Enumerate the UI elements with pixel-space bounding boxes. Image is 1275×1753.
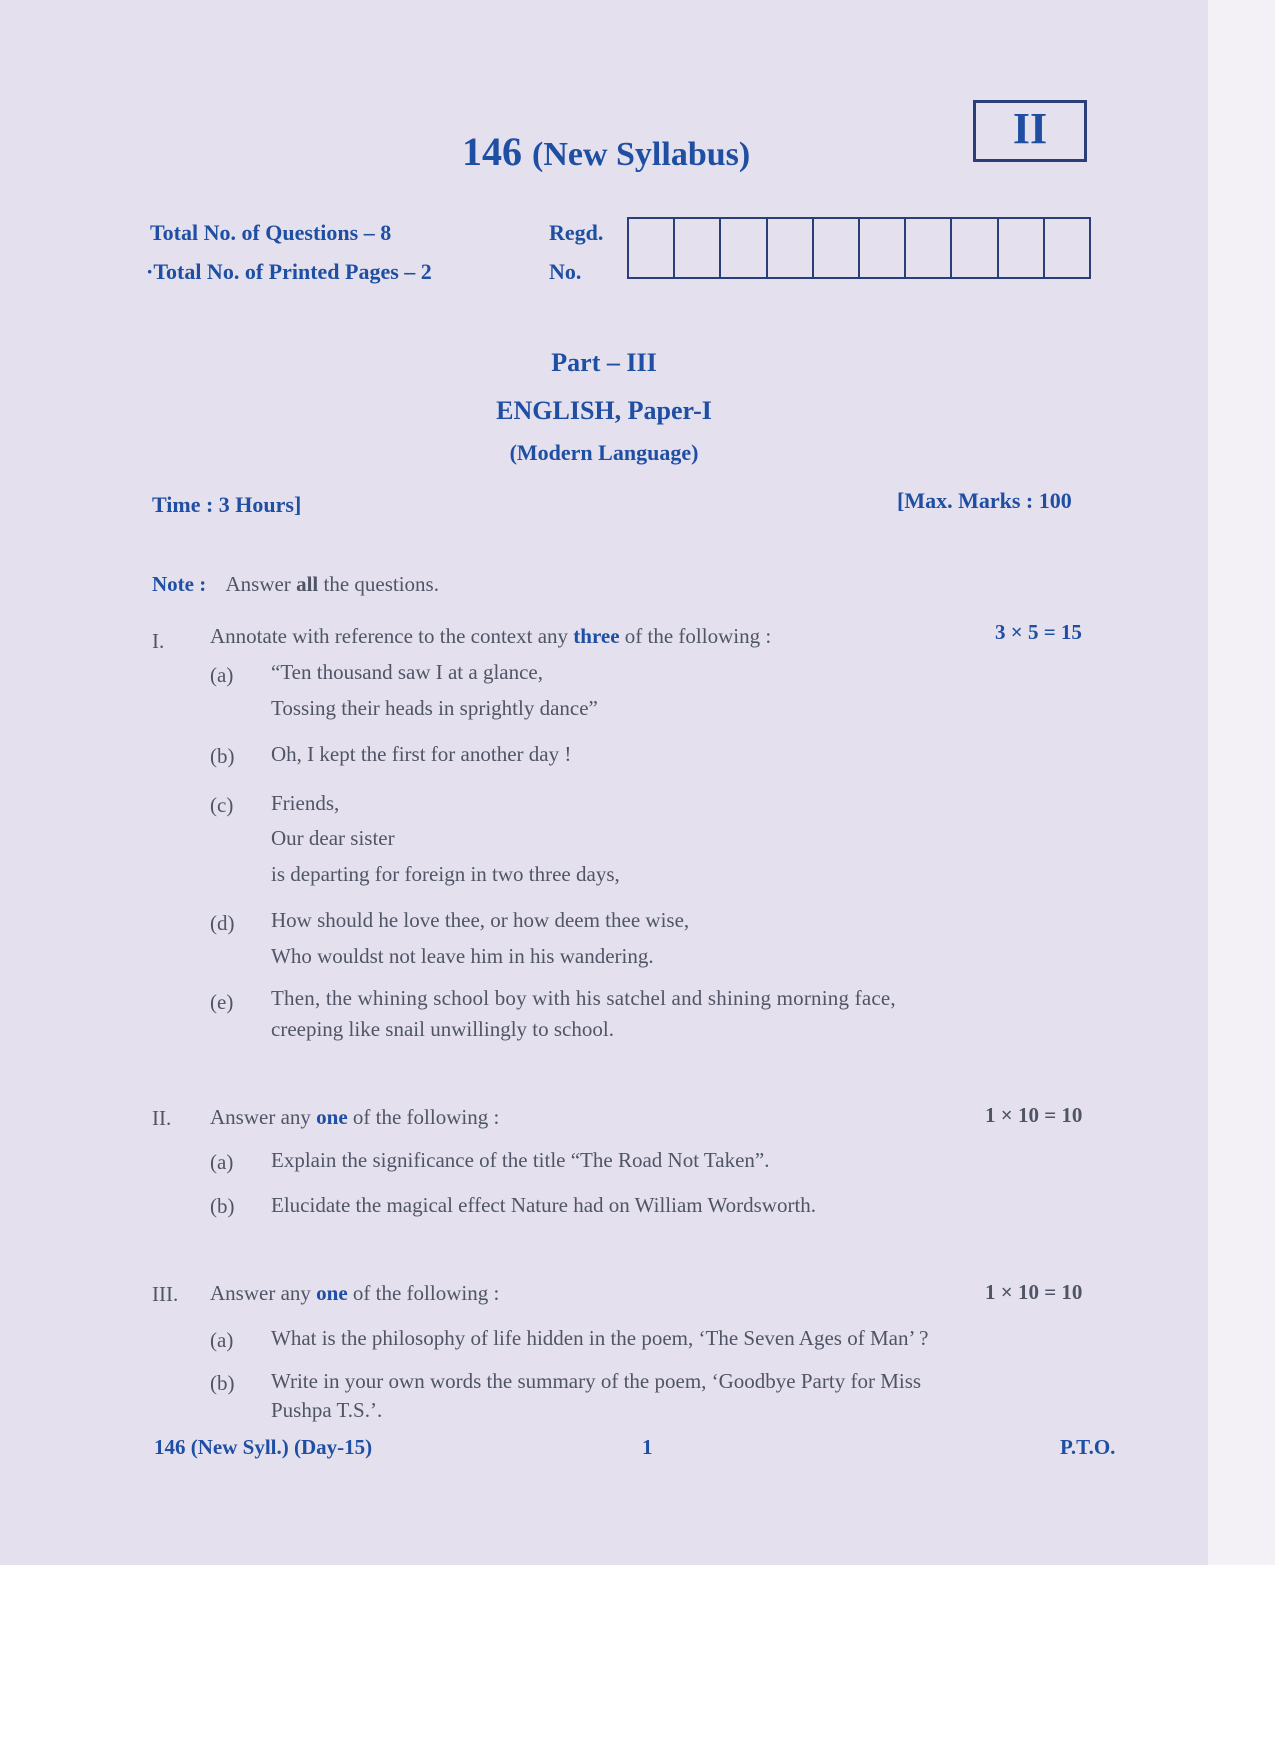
q1-text-before: Annotate with reference to the context any	[210, 624, 574, 648]
note	[152, 572, 439, 597]
q1d-label: (d)	[210, 911, 235, 935]
q1b-label: (b)	[210, 744, 235, 768]
paper-code: 146	[462, 129, 522, 174]
q3-instruction	[210, 1281, 499, 1306]
part-heading: Part – III	[551, 348, 657, 377]
q1e-line-2: creeping like snail unwillingly to school.	[271, 1017, 614, 1041]
q1d-line-1: How should he love thee, or how deem thee wise,	[271, 908, 690, 932]
q2-number: II.	[152, 1106, 172, 1130]
q1-marks: 3 × 5 = 15	[995, 620, 1082, 644]
time-allowed: Time : 3 Hours]	[152, 492, 302, 517]
regd-label: Regd.	[549, 220, 604, 245]
footer-paper-code: 146 (New Syll.) (Day-15)	[154, 1435, 373, 1459]
q3-text-before: Answer any	[210, 1281, 317, 1305]
q1-text-bold: three	[573, 624, 620, 648]
q3-text-after: of the following :	[347, 1281, 500, 1305]
footer-pto: P.T.O.	[1060, 1435, 1116, 1459]
q3a-label: (a)	[210, 1328, 234, 1352]
q1c-line-1: Friends,	[271, 791, 340, 815]
max-marks: [Max. Marks : 100	[897, 488, 1072, 513]
note-text-before: Answer	[225, 572, 297, 596]
q2-text-before: Answer any	[210, 1105, 317, 1129]
registration-number-grid	[627, 217, 1091, 279]
q3b-line-1: Write in your own words the summary of the poem, ‘Goodbye Party for Miss	[271, 1369, 922, 1393]
q1a-label: (a)	[210, 663, 234, 687]
q1-number: I.	[152, 629, 165, 653]
q1c-line-2: Our dear sister	[271, 826, 395, 850]
set-code-box: II	[973, 100, 1087, 162]
q2a-label: (a)	[210, 1150, 234, 1174]
q1-text-after: of the following :	[619, 624, 772, 648]
q1c-line-3: is departing for foreign in two three days,	[271, 862, 620, 886]
paper-code-title	[462, 128, 750, 175]
q2-instruction	[210, 1105, 499, 1130]
q3b-line-2: Pushpa T.S.’.	[271, 1398, 383, 1422]
q2a-text: Explain the significance of the title “The Road Not Taken”.	[271, 1148, 770, 1172]
scan-margin	[1208, 0, 1275, 1565]
q1-instruction	[210, 624, 771, 649]
note-text-bold: all	[296, 572, 319, 596]
q1a-line-2: Tossing their heads in sprightly dance”	[271, 696, 598, 720]
q3-marks: 1 × 10 = 10	[985, 1280, 1083, 1304]
q1d-line-2: Who wouldst not leave him in his wandering.	[271, 944, 654, 968]
q3-number: III.	[152, 1282, 179, 1306]
language-heading: (Modern Language)	[509, 440, 699, 465]
q2b-text: Elucidate the magical effect Nature had on William Wordsworth.	[271, 1193, 817, 1217]
q2-marks: 1 × 10 = 10	[985, 1103, 1083, 1127]
q2-text-after: of the following :	[347, 1105, 500, 1129]
note-text-after: the questions.	[318, 572, 439, 596]
subject-heading: ENGLISH, Paper-I	[496, 396, 712, 425]
q3-text-bold: one	[316, 1281, 348, 1305]
note-label: Note :	[152, 572, 207, 596]
q1a-line-1: “Ten thousand saw I at a glance,	[271, 660, 544, 684]
q2-text-bold: one	[316, 1105, 348, 1129]
total-questions: Total No. of Questions – 8	[150, 220, 392, 245]
q1b-line-1: Oh, I kept the first for another day !	[271, 742, 572, 766]
q3a-line-1: What is the philosophy of life hidden in the poem, ‘The Seven Ages of Man’ ?	[271, 1326, 929, 1350]
q1e-line-1: Then, the whining school boy with his satchel and shining morning face,	[271, 986, 896, 1010]
syllabus-label: (New Syllabus)	[532, 136, 751, 173]
q3b-label: (b)	[210, 1371, 235, 1395]
footer-page-number: 1	[642, 1435, 653, 1459]
q1e-label: (e)	[210, 990, 234, 1014]
total-pages: ·Total No. of Printed Pages – 2	[146, 259, 432, 284]
q2b-label: (b)	[210, 1194, 235, 1218]
q1c-label: (c)	[210, 793, 234, 817]
regd-no-label: No.	[549, 259, 582, 284]
